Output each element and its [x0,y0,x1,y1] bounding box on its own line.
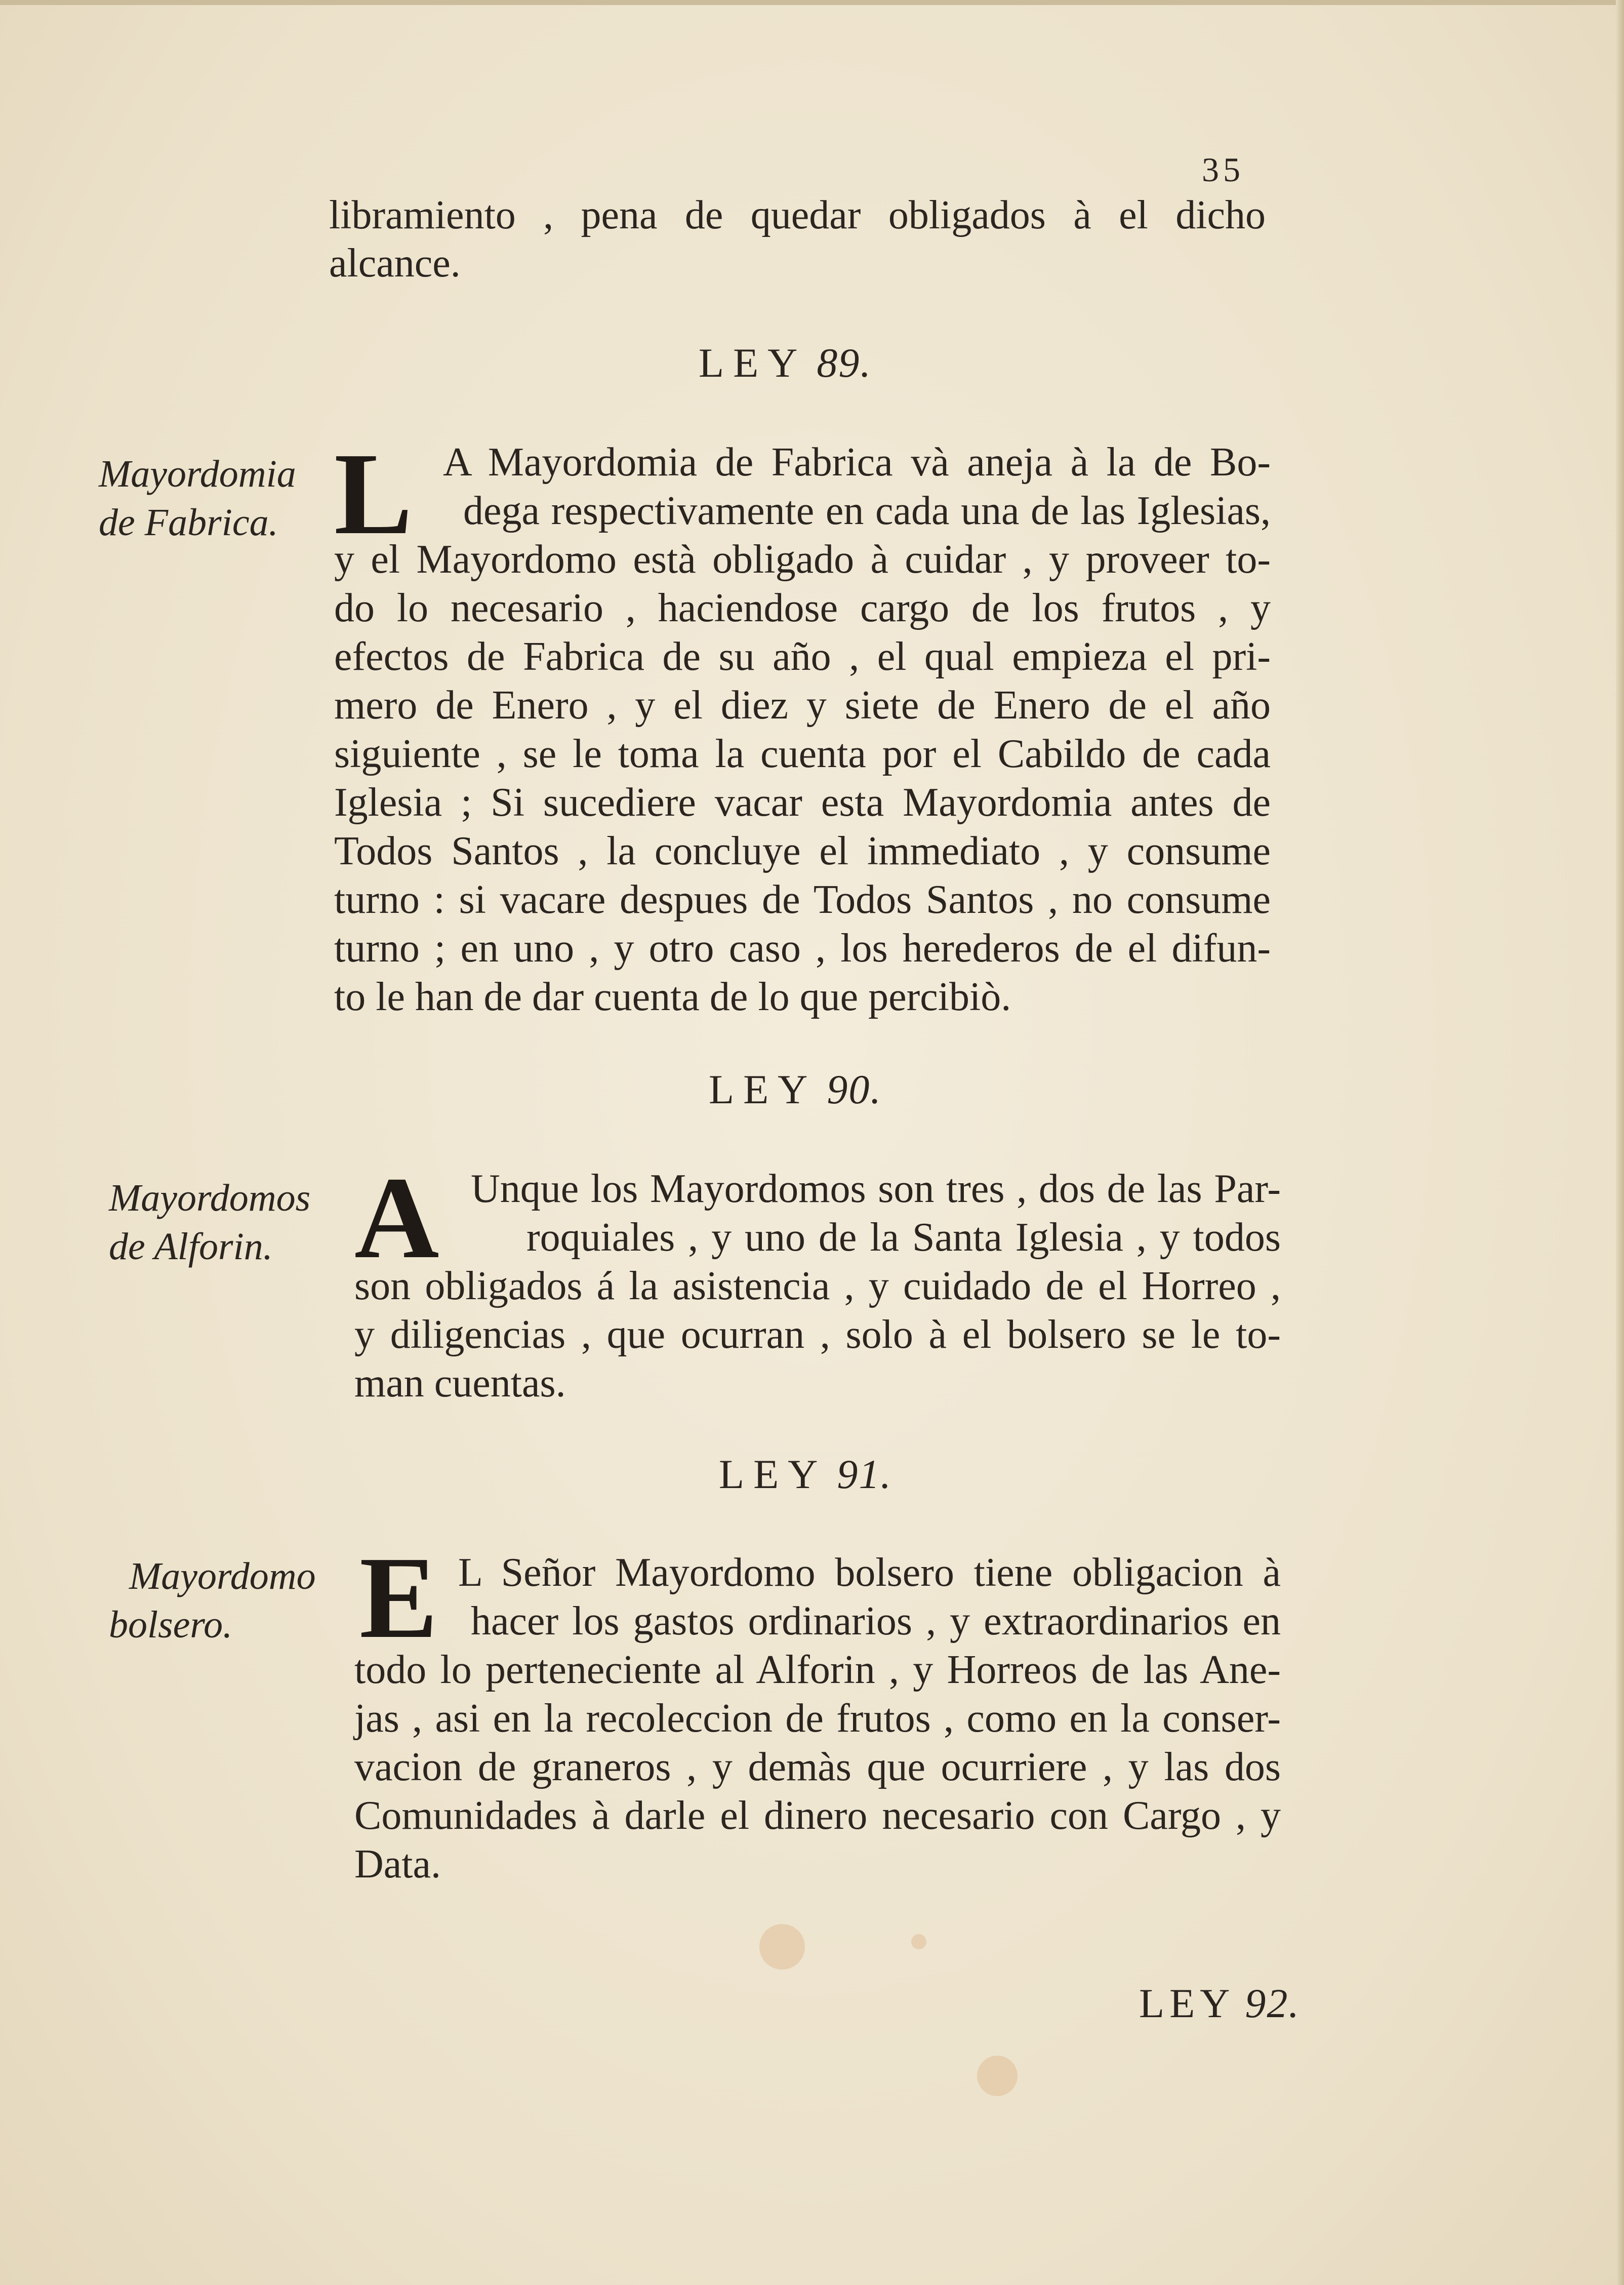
catchword-label: LEY [1139,1980,1235,2026]
text-line: man cuentas. [354,1361,566,1406]
margin-note-line: Mayordomos [109,1177,311,1219]
page-top-edge [0,0,1624,5]
paper-stain [911,1934,926,1949]
text-line: to le han de dar cuenta de lo que percibiò. [334,975,1011,1019]
margin-note-line: bolsero. [109,1603,233,1646]
text-line: jas , asi en la recoleccion de frutos , como en la conser- [354,1696,1281,1741]
page-number: 35 [1202,150,1244,189]
text-line: hacer los gastos ordinarios , y extraordinarios en [471,1599,1281,1643]
text-line: Unque los Mayordomos son tres , dos de las Par- [471,1167,1281,1211]
text-line: Comunidades à darle el dinero necesario con Cargo , y [354,1793,1281,1838]
text-line: y el Mayordomo està obligado à cuidar , y proveer to- [334,537,1271,582]
heading-label: LEY [709,1066,817,1112]
margin-note [99,450,296,547]
catchword-number: 92. [1245,1980,1300,2026]
text-line: Data. [354,1842,441,1887]
text-line: dega respectivamente en cada una de las Iglesias, [463,489,1271,533]
text-line: son obligados á la asistencia , y cuidado de el Horreo , [354,1264,1281,1308]
text-line: Todos Santos , la concluye el immediato , y consume [334,829,1271,873]
section-heading [719,1451,892,1498]
text-line: roquiales , y uno de la Santa Iglesia , y todos [526,1215,1281,1260]
paragraph [354,1165,1281,1408]
paragraph [334,438,1271,1021]
text-line: siguiente , se le toma la cuenta por el Cabildo de cada [334,732,1271,776]
catchword [1139,1980,1300,2027]
text-line: A Mayordomia de Fabrica và aneja à la de Bo- [443,440,1271,485]
margin-note [109,1552,316,1649]
margin-note-line: Mayordomo [129,1555,316,1597]
text-line: do lo necesario , haciendose cargo de los frutos , y [334,586,1271,630]
opening-line-2: alcance. [329,241,461,286]
text-line: efectos de Fabrica de su año , el qual empieza el pri- [334,634,1271,679]
section-heading [709,1066,882,1113]
heading-number: 89. [817,340,872,386]
text-line: y diligencias , que ocurran , solo à el bolsero se le to- [354,1312,1281,1357]
text-line: turno ; en uno , y otro caso , los herederos de el difun- [334,926,1271,971]
heading-number: 91. [837,1451,892,1497]
heading-label: LEY [719,1451,827,1497]
drop-cap: L [334,429,413,559]
heading-label: LEY [699,340,807,386]
text-line: turno : si vacare despues de Todos Santos , no consume [334,877,1271,922]
paragraph [354,1548,1281,1889]
drop-cap: A [354,1153,439,1283]
text-line: mero de Enero , y el diez y siete de Enero de el año [334,683,1271,728]
page-right-edge [1616,0,1624,2285]
drop-cap: E [359,1533,438,1663]
text-line: Iglesia ; Si sucediere vacar esta Mayordomia antes de [334,780,1271,825]
paper-stain [759,1924,805,1970]
heading-number: 90. [827,1066,882,1112]
text-line: vacion de graneros , y demàs que ocurriere , y las dos [354,1745,1281,1789]
margin-note-line: de Alforin. [109,1225,273,1268]
margin-note-line: de Fabrica. [99,501,278,544]
margin-note [109,1174,310,1271]
text-line: L Señor Mayordomo bolsero tiene obligacion à [458,1550,1281,1595]
section-heading [699,339,872,387]
paper-stain [977,2056,1018,2096]
margin-note-line: Mayordomia [99,453,296,495]
opening-line-1: libramiento , pena de quedar obligados à el dicho [329,193,1266,237]
text-line: todo lo perteneciente al Alforin , y Horreos de las Ane- [354,1648,1281,1692]
